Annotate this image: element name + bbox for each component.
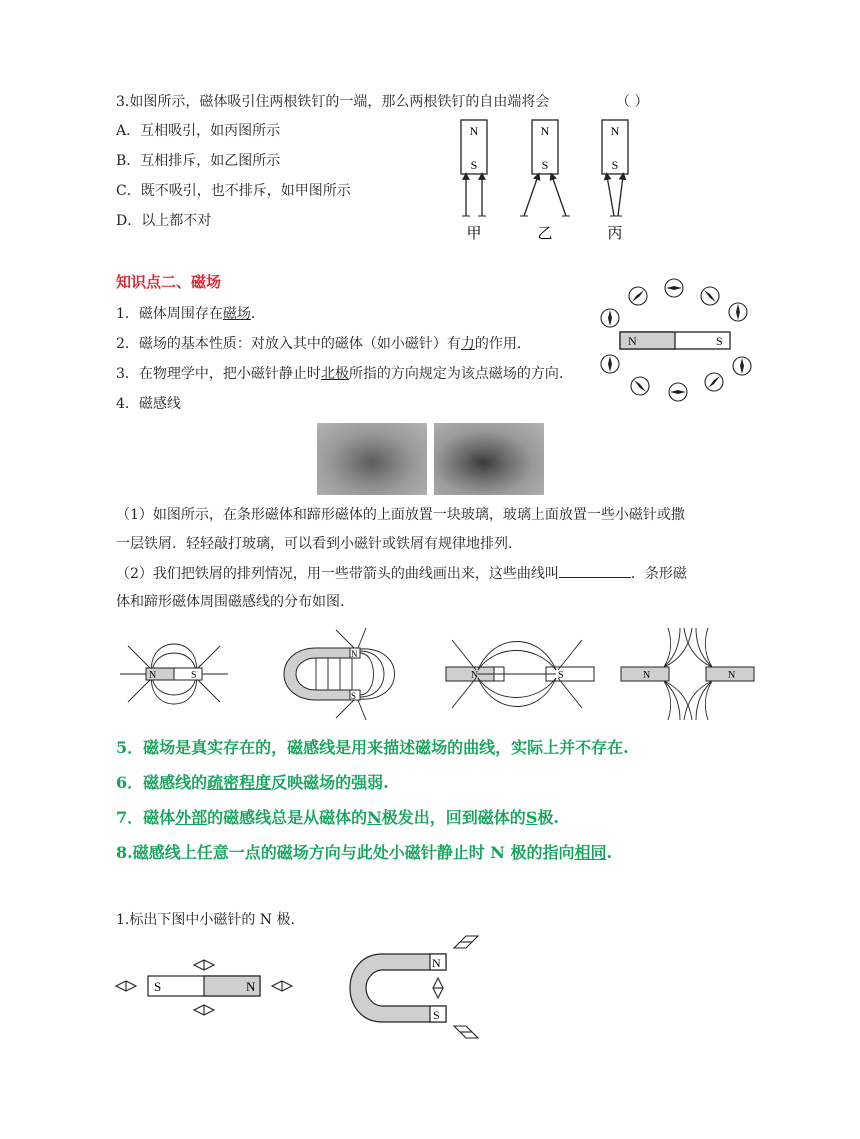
field-unlike-pole-n: N [471,670,479,681]
section2-point-2: 2．磁场的基本性质：对放入其中的磁体（如小磁针）有力的作用. [116,336,522,352]
field-unlike-pole-s: S [558,670,564,681]
exercise-bar-pole-s: S [154,979,162,994]
q3-nail-figure [450,118,650,243]
section2-point-1: 1．磁体周围存在磁场. [116,306,256,322]
q3-answer-bracket: （ ） [616,94,649,110]
exercise-q1: 1.标出下图中小磁针的 N 极. [116,912,295,928]
q3-label-yi: 乙 [537,226,553,242]
section2-point-4: 4．磁感线 [116,396,181,412]
compass-ring-figure [598,276,758,404]
exercise-horseshoe-pole-s: S [433,1008,440,1022]
q3-jia-pole-n: N [469,124,479,138]
q3-bing-pole-n: N [610,124,620,138]
q3-option-b: B．互相排斥，如乙图所示 [116,153,281,169]
iron-filings-photo-bar-magnet [317,423,427,495]
section2-sub-1-line1: （1）如图所示，在条形磁体和蹄形磁体的上面放置一块玻璃，玻璃上面放置一些小磁针或撒 [116,507,685,523]
fact-5: 5．磁场是真实存在的，磁感线是用来描述磁场的曲线，实际上并不存在. [116,738,629,757]
iron-filings-photo-horseshoe-magnet [434,423,544,495]
q3-yi-pole-n: N [540,124,550,138]
fact-7: 7．磁体外部的磁感线总是从磁体的N极发出，回到磁体的S极. [116,808,559,827]
fact-6: 6．磁感线的疏密程度反映磁场的强弱. [116,773,389,792]
fill-in-blank[interactable] [559,563,631,578]
q3-stem: 3.如图所示，磁体吸引住两根铁钉的一端，那么两根铁钉的自由端将会 [116,94,550,110]
compass-bar-pole-s: S [716,334,723,348]
q3-label-jia: 甲 [466,226,482,242]
field-horseshoe-pole-n: N [351,649,358,659]
field-bar-pole-s: S [191,670,197,681]
q3-bing-pole-s: S [611,158,619,172]
section2-point-3: 3．在物理学中，把小磁针静止时北极所指的方向规定为该点磁场的方向. [116,366,564,382]
field-like-pole-n-left: N [643,670,651,681]
field-like-pole-n-right: N [728,670,736,681]
exercise-horseshoe-pole-n: N [432,956,441,970]
field-horseshoe-pole-s: S [351,691,357,701]
section2-sub-2-line2: 体和蹄形磁体周围磁感线的分布如图. [116,594,345,610]
q3-yi-pole-s: S [541,158,549,172]
field-bar-pole-n: N [149,670,157,681]
q3-option-d: D．以上都不对 [116,213,212,229]
fact-8: 8.磁感线上任意一点的磁场方向与此处小磁针静止时 N 极的指向相同. [116,843,613,862]
field-lines-figure [116,626,756,721]
compass-bar-pole-n: N [628,334,637,348]
q3-label-bing: 丙 [607,226,623,242]
section2-sub-1-line2: 一层铁屑．轻轻敲打玻璃，可以看到小磁针或铁屑有规律地排列. [116,536,513,552]
q3-jia-pole-s: S [470,158,478,172]
exercise-bar-pole-n: N [246,979,256,994]
exercise-figure [112,930,492,1040]
q3-option-c: C．既不吸引，也不排斥，如甲图所示 [116,183,351,199]
section2-sub-2-line1: （2）我们把铁屑的排列情况，用一些带箭头的曲线画出来，这些曲线叫 ．条形磁 [116,563,687,584]
q3-option-a: A．互相吸引，如丙图所示 [116,123,281,139]
section2-title: 知识点二、磁场 [116,273,222,291]
